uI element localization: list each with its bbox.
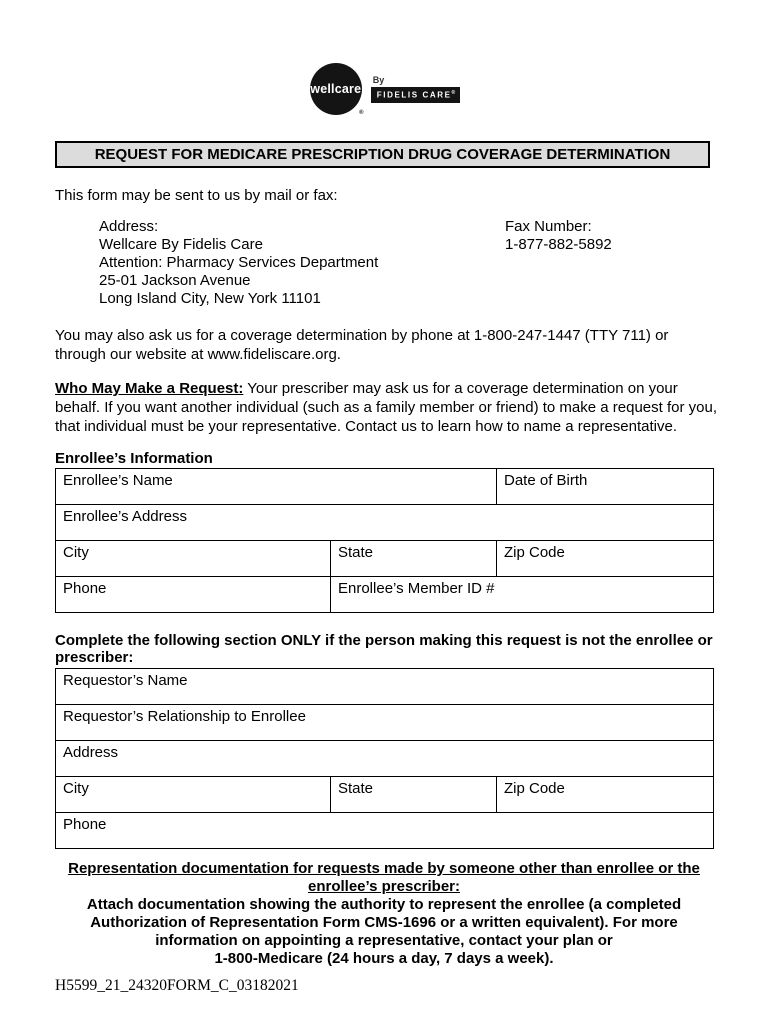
enrollee-member-id-field: Enrollee’s Member ID # bbox=[331, 577, 714, 613]
fax-label: Fax Number: bbox=[505, 218, 592, 235]
enrollee-zip-field: Zip Code bbox=[497, 541, 714, 577]
requestor-relationship-field: Requestor’s Relationship to Enrollee bbox=[56, 705, 714, 741]
representation-body-line: Authorization of Representation Form CMS-1696 or a written equivalent). For more bbox=[90, 914, 678, 931]
enrollee-dob-field: Date of Birth bbox=[497, 469, 714, 505]
table-row bbox=[56, 669, 714, 705]
enrollee-state-field: State bbox=[331, 541, 497, 577]
address-line: 25-01 Jackson Avenue bbox=[99, 272, 251, 289]
representation-documentation-block bbox=[55, 860, 713, 968]
wellcare-logo-icon bbox=[310, 63, 362, 115]
requestor-phone-field: Phone bbox=[56, 813, 714, 849]
wellcare-fidelis-logo bbox=[0, 63, 770, 115]
representation-heading-line: Representation documentation for requests made by someone other than enrollee or the bbox=[68, 860, 700, 877]
requestor-info-table bbox=[55, 668, 714, 849]
address-line: Attention: Pharmacy Services Department bbox=[99, 254, 379, 271]
enrollee-city-field: City bbox=[56, 541, 331, 577]
table-row bbox=[56, 813, 714, 849]
enrollee-phone-field: Phone bbox=[56, 577, 331, 613]
who-may-request-lead: Who May Make a Request: bbox=[55, 380, 244, 397]
requestor-address-field: Address bbox=[56, 741, 714, 777]
address-line: Wellcare By Fidelis Care bbox=[99, 236, 263, 253]
fax-number: 1-877-882-5892 bbox=[505, 236, 612, 253]
address-label: Address: bbox=[99, 218, 159, 235]
form-code-footer: H5599_21_24320FORM_C_03182021 bbox=[55, 977, 299, 994]
table-row bbox=[56, 705, 714, 741]
who-may-request-body: Your prescriber may ask us for a coverage determination on your behalf. If you want another individual (such as a family member or friend) to make a request for you, that individual must be your representative. Contact us to learn how to name a representative. bbox=[55, 380, 717, 435]
address-line: Long Island City, New York 11101 bbox=[99, 290, 321, 307]
table-row bbox=[56, 577, 714, 613]
table-row bbox=[56, 777, 714, 813]
fax-block bbox=[505, 218, 612, 254]
fidelis-wordmark: FIDELIS CARE bbox=[376, 90, 452, 100]
logo-by-label: By bbox=[372, 75, 385, 85]
table-row bbox=[56, 469, 714, 505]
intro-line: This form may be sent to us by mail or fax: bbox=[55, 187, 338, 204]
enrollee-address-field: Enrollee’s Address bbox=[56, 505, 714, 541]
registered-trademark-icon: ® bbox=[451, 90, 456, 96]
registered-trademark-icon: ® bbox=[359, 110, 364, 116]
representation-heading-line: enrollee’s prescriber: bbox=[307, 878, 460, 895]
requestor-zip-field: Zip Code bbox=[497, 777, 714, 813]
representation-body-line: Attach documentation showing the authority to represent the enrollee (a completed bbox=[86, 896, 682, 913]
phone-paragraph: You may also ask us for a coverage determination by phone at 1-800-247-1447 (TTY 711) or through our website at www.fideliscare.org. bbox=[55, 327, 669, 363]
requestor-name-field: Requestor’s Name bbox=[56, 669, 714, 705]
wellcare-wordmark: wellcare bbox=[310, 82, 362, 96]
table-row bbox=[56, 541, 714, 577]
table-row bbox=[56, 741, 714, 777]
form-title: REQUEST FOR MEDICARE PRESCRIPTION DRUG COVERAGE DETERMINATION bbox=[55, 141, 710, 168]
requestor-state-field: State bbox=[331, 777, 497, 813]
who-may-request-paragraph bbox=[55, 379, 718, 436]
representation-body-line: 1-800-Medicare (24 hours a day, 7 days a week). bbox=[214, 950, 554, 967]
mailing-address-block bbox=[99, 218, 378, 308]
fidelis-logo-lockup bbox=[371, 63, 460, 103]
fidelis-care-logo bbox=[371, 87, 460, 103]
requestor-section-heading: Complete the following section ONLY if the person making this request is not the enrollee or prescriber: bbox=[55, 632, 713, 666]
requestor-city-field: City bbox=[56, 777, 331, 813]
enrollee-info-table bbox=[55, 468, 714, 613]
enrollee-info-heading: Enrollee’s Information bbox=[55, 450, 213, 467]
representation-body-line: information on appointing a representative, contact your plan or bbox=[155, 932, 613, 949]
table-row bbox=[56, 505, 714, 541]
enrollee-name-field: Enrollee’s Name bbox=[56, 469, 497, 505]
